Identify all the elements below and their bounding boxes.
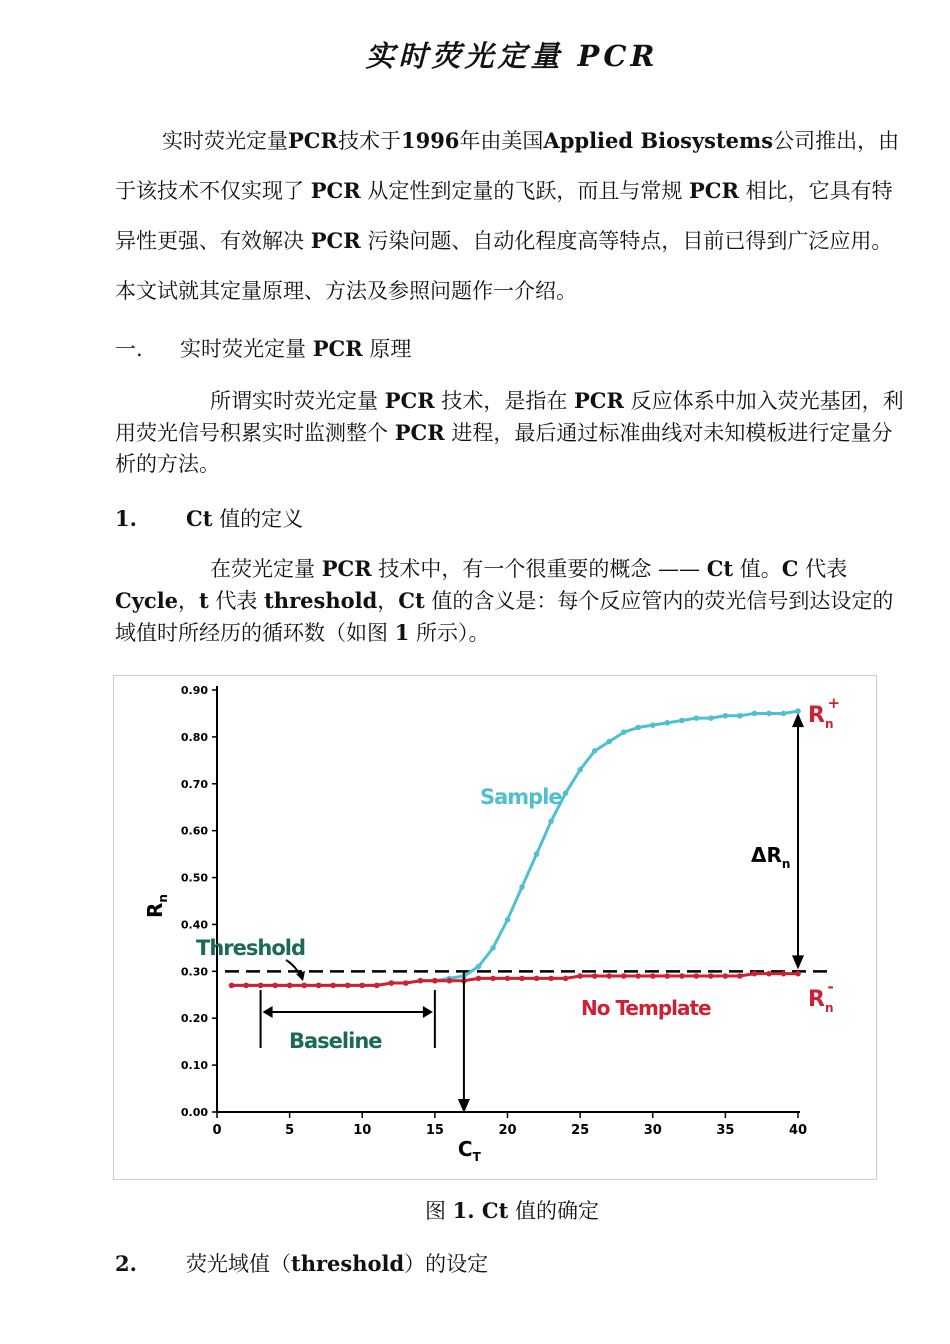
section-number: 2. [115,1251,137,1276]
delta-rn-arrow-down [792,955,804,969]
y-tick-label: 0.80 [180,730,208,744]
section-number: 一. [115,337,143,361]
data-point [243,983,249,989]
y-axis-label: $R_n$ [143,894,170,918]
x-tick-label: 0 [212,1123,222,1138]
section-number: 1. [115,506,137,531]
data-point [664,973,670,979]
delta-rn-arrow-up [792,713,804,727]
data-point [694,973,700,979]
data-point [592,973,598,979]
x-tick-label: 10 [353,1123,372,1138]
ct-label: $C_T$ [457,1137,481,1164]
section-title: Ct 值的定义 [186,506,304,531]
delta-rn-label: $\Delta R_n$ [751,843,791,871]
y-tick-label: 0.70 [180,777,208,791]
data-point [330,983,336,989]
intro-paragraph: 实时荧光定量PCR技术于1996年由美国Applied Biosystems公司推出，由于该技术不仅实现了 PCR 从定性到定量的飞跃，而且与常规 PCR 相比，它具有特异性更强、有效解决 PCR 污染问题、自动化程度高等特点，目前已得到广泛应用。本文试就其定量原理、方法及参照问题作一介绍。 [115,128,900,303]
data-point [694,715,700,721]
data-point [679,973,685,979]
data-point [345,983,351,989]
data-point [519,884,525,890]
data-point [795,971,801,977]
x-tick-label: 5 [285,1123,295,1138]
data-point [476,976,482,982]
data-point [650,973,656,979]
ct-paragraph: 在荧光定量 PCR 技术中，有一个很重要的概念 —— Ct 值。C 代表 Cycle，t 代表 threshold，Ct 值的含义是：每个反应管内的荧光信号到达设定的域值时所经历的循环数（如图 1 所示）。 [115,556,894,645]
data-point [301,983,307,989]
figure-ct-chart [113,675,877,1180]
no-template-label: No Template [581,996,711,1020]
data-point [766,971,772,977]
data-point [403,980,409,986]
data-point [606,739,612,745]
section-title: 荧光域值（threshold）的设定 [186,1251,489,1276]
rn-minus-label: $R_n-$ [808,978,834,1015]
series-line-sample [232,711,798,985]
data-point [418,978,424,984]
threshold-label: Threshold [196,936,305,960]
document-title: 实时荧光定量 PCR [365,39,659,73]
y-tick-label: 0.50 [180,871,208,885]
y-tick-label: 0.10 [180,1059,208,1073]
data-point [723,713,729,719]
data-point [548,818,554,824]
y-tick-label: 0.20 [180,1012,208,1026]
section-heading-ct [115,503,303,533]
x-tick-label: 30 [643,1123,662,1138]
baseline-arrow-right [423,1006,433,1018]
data-point [635,725,641,731]
data-point [316,983,322,989]
rn-plus-label: $R_n+$ [808,694,841,731]
y-tick-label: 0.40 [180,918,208,932]
y-tick-label: 0.90 [180,684,208,697]
data-point [519,976,525,982]
data-point [229,983,235,989]
data-point [389,980,395,986]
data-point [781,711,787,717]
data-point [272,983,278,989]
figure-caption: 图 1. Ct 值的确定 [424,1198,600,1223]
data-point [432,978,438,984]
data-point [534,851,540,857]
section-heading-principle [115,333,411,363]
section-title: 实时荧光定量 PCR 原理 [180,336,412,361]
data-point [287,983,293,989]
data-point [592,748,598,754]
x-tick-label: 20 [498,1123,517,1138]
data-point [505,976,511,982]
y-tick-label: 0.00 [180,1106,208,1119]
data-point [795,708,801,714]
data-point [505,917,511,923]
data-point [635,973,641,979]
data-point [577,973,583,979]
baseline-label: Baseline [289,1029,382,1053]
data-point [490,976,496,982]
data-point [359,983,365,989]
data-point [766,711,772,717]
data-point [577,767,583,773]
x-tick-label: 40 [788,1123,808,1138]
data-point [258,983,264,989]
data-point [374,983,380,989]
data-point [548,976,554,982]
x-tick-label: 35 [716,1123,735,1138]
data-point [447,978,453,984]
data-point [752,971,758,977]
data-point [752,711,758,717]
data-point [563,790,569,796]
data-point [534,976,540,982]
data-point [563,976,569,982]
section-heading-threshold [115,1248,488,1278]
data-point [621,973,627,979]
data-point [621,729,627,735]
y-tick-label: 0.30 [180,965,208,979]
data-point [679,718,685,724]
principle-paragraph: 所谓实时荧光定量 PCR 技术，是指在 PCR 反应体系中加入荧光基团，利用荧光信号积累实时监测整个 PCR 进程，最后通过标准曲线对未知模板进行定量分析的方法。 [115,388,904,476]
x-tick-label: 15 [425,1123,444,1138]
ct-amplification-chart [114,676,876,1179]
data-point [708,973,714,979]
data-point [476,964,482,970]
data-point [723,973,729,979]
x-tick-label: 25 [571,1123,590,1138]
data-point [737,973,743,979]
data-point [664,720,670,726]
data-point [737,713,743,719]
data-point [781,971,787,977]
data-point [490,945,496,951]
data-point [606,973,612,979]
baseline-arrow-left [263,1006,273,1018]
ct-arrow-head [458,1099,470,1113]
data-point [708,715,714,721]
data-point [650,722,656,728]
y-tick-label: 0.60 [180,824,208,838]
sample-label: Sample [480,785,562,809]
